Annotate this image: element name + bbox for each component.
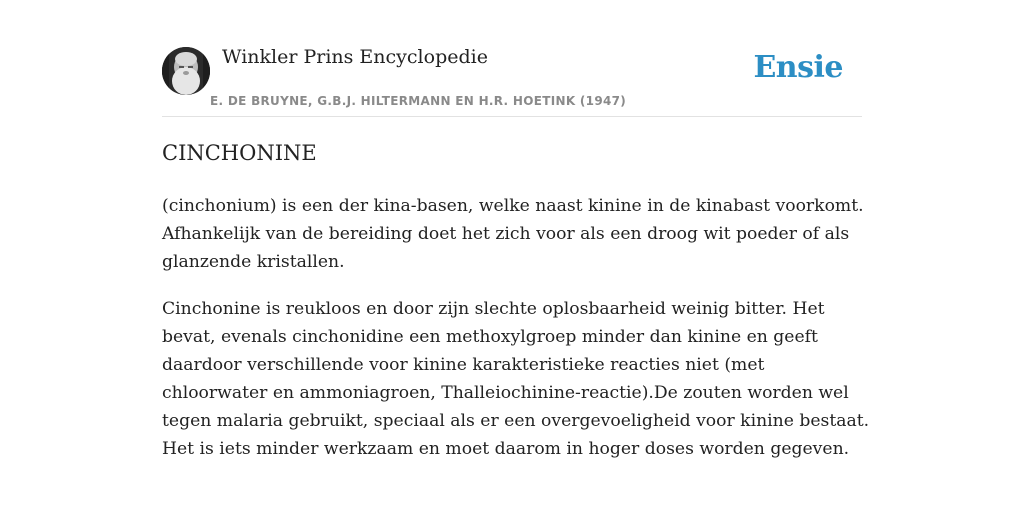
entry-body bbox=[162, 192, 872, 482]
encyclopedia-title[interactable]: Winkler Prins Encyclopedie bbox=[222, 46, 488, 68]
author-portrait-icon bbox=[162, 47, 210, 95]
authors-line: E. DE BRUYNE, G.B.J. HILTERMANN EN H.R. HOETINK (1947) bbox=[210, 94, 627, 108]
entry-paragraph: Cinchonine is reukloos en door zijn slechte oplosbaarheid weinig bitter. Het bevat, evenals cinchonidine een methoxylgroep minder dan kinine en geeft daardoor verschillende voor kinine karakteristieke reacties niet (met chloorwater en ammoniagroen, Thalleiochinine-reactie).De zouten worden wel tegen malaria gebruikt, speciaal als er een overgevoeligheid voor kinine bestaat. Het is iets minder werkzaam en moet daarom in hoger doses worden gegeven. bbox=[162, 299, 870, 459]
brand-logo[interactable]: Ensie bbox=[753, 50, 843, 85]
header bbox=[162, 44, 862, 117]
entry-title: CINCHONINE bbox=[162, 141, 317, 165]
entry-paragraph: (cinchonium) is een der kina-basen, welke naast kinine in de kinabast voorkomt. Afhankelijk van de bereiding doet het zich voor als een droog wit poeder of als glanzende kristallen. bbox=[162, 196, 864, 272]
